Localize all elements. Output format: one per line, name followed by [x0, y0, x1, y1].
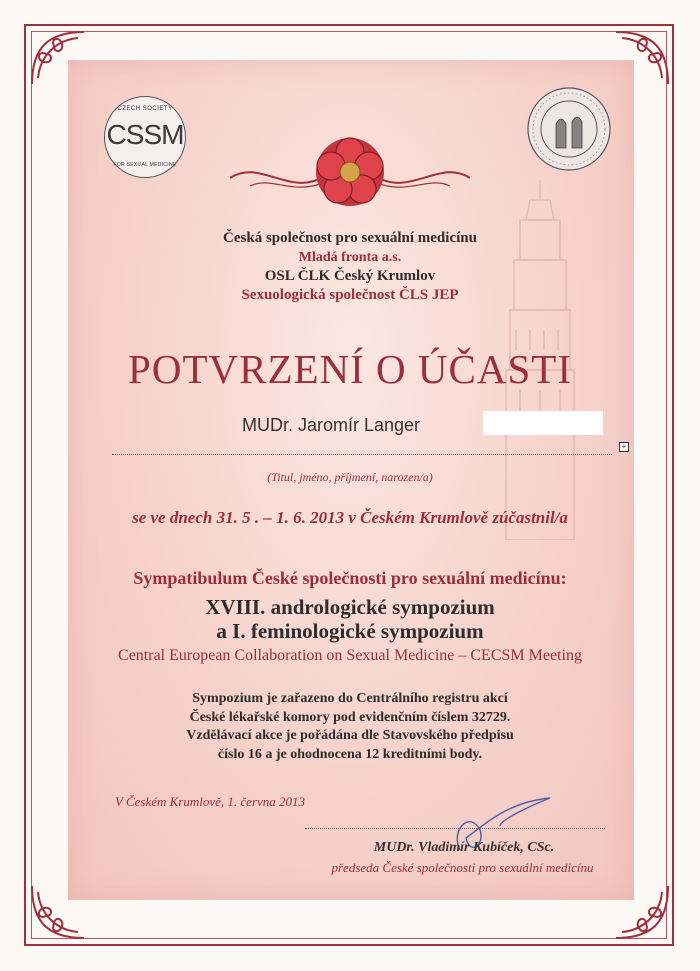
- redacted-block: [483, 411, 603, 435]
- event-intro: Sympatibulum České společnosti pro sexuální medicínu:: [133, 568, 567, 588]
- signer-role: předseda České společnosti pro sexuální medicínu: [331, 860, 594, 875]
- accreditation-info: [0, 690, 700, 764]
- participant-name: MUDr. Jaromír Langer: [242, 415, 421, 435]
- info-line: číslo 16 a je ohodnocena 12 kreditními body.: [217, 746, 483, 762]
- medical-chamber-seal-icon: [526, 86, 612, 172]
- organizer-1: Česká společnost pro sexuální medicínu: [223, 230, 477, 246]
- organizer-4: Sexuologická společnost ČLS JEP: [241, 287, 459, 303]
- name-dotted-line: [112, 454, 612, 455]
- info-line: Sympozium je zařazeno do Centrálního registru akcí: [192, 691, 508, 706]
- signature-dotted-line: [305, 828, 605, 829]
- info-line: České lékařské komory pod evidenčním číslem 32729.: [189, 709, 511, 725]
- logo-letters: CSSM: [106, 119, 184, 150]
- event-subtitle: Central European Collaboration on Sexual Medicine – CECSM Meeting: [118, 647, 582, 664]
- event-line-2: a I. feminologické sympozium: [216, 619, 484, 643]
- signer-name: MUDr. Vladimír Kubíček, CSc.: [373, 840, 555, 855]
- plus-icon[interactable]: +: [619, 442, 629, 452]
- name-field-label: (Titul, jméno, příjmení, narozen/a): [267, 470, 433, 484]
- info-line: Vzdělávací akce je pořádána dle Stavovského předpisu: [186, 728, 514, 743]
- corner-ornament-icon: [612, 28, 672, 88]
- logo-ring-bottom-text: FOR SEXUAL MEDICINE: [113, 162, 177, 168]
- rose-ornament-icon: [230, 128, 470, 216]
- organizer-2: Mladá fronta a.s.: [298, 250, 402, 265]
- corner-ornament-icon: [28, 882, 88, 942]
- corner-ornament-icon: [28, 28, 88, 88]
- attendance-dates: se ve dnech 31. 5 . – 1. 6. 2013 v Českém Krumlově zúčastnil/a: [132, 508, 568, 527]
- logo-ring-top-text: CZECH SOCIETY: [117, 106, 173, 112]
- event-line-1: XVIII. andrologické sympozium: [205, 595, 495, 619]
- corner-ornament-icon: [612, 882, 672, 942]
- organizer-3: OSL ČLK Český Krumlov: [264, 268, 436, 284]
- place-and-date: V Českém Krumlově, 1. června 2013: [115, 794, 306, 809]
- cssm-logo: [104, 96, 186, 178]
- certificate-title: POTVRZENÍ O ÚČASTI: [128, 346, 572, 392]
